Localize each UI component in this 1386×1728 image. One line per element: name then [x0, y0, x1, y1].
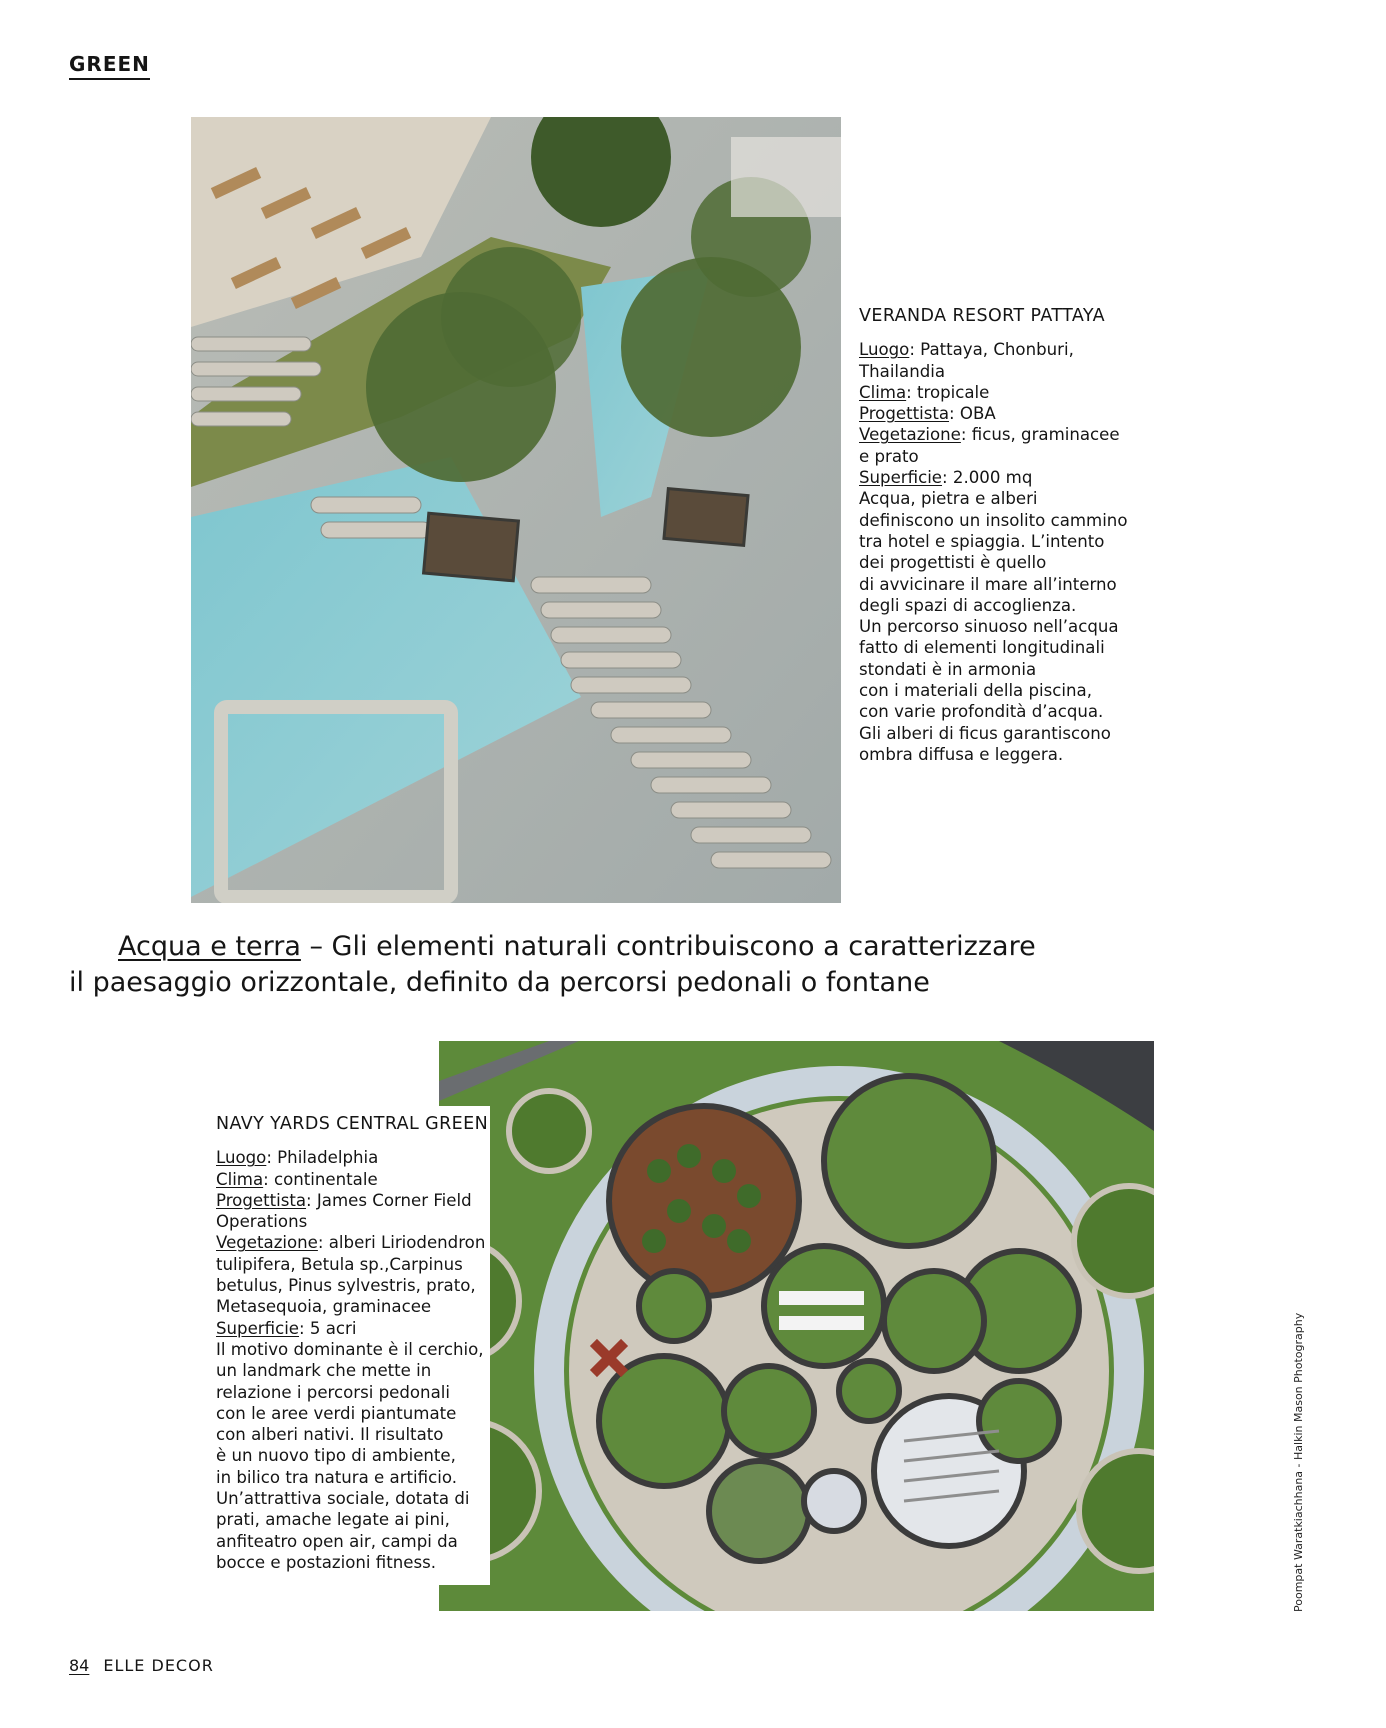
field-value: Thailandia: [859, 361, 946, 381]
field-value: : OBA: [949, 404, 996, 424]
body-line: stondati è in armonia: [859, 659, 1037, 679]
field-value: tulipifera, Betula sp.,Carpinus: [216, 1254, 463, 1274]
navy-yards-photo: [439, 1041, 1154, 1611]
photo-credit: Poompat Waratkiachhana - Halkin Mason Photography: [1292, 1312, 1305, 1612]
field-key: Luogo: [859, 340, 910, 360]
body-line: in bilico tra natura e artificio.: [216, 1467, 457, 1487]
field-value: : ficus, graminacee: [960, 425, 1120, 445]
field-key: Superficie: [859, 468, 943, 488]
body-line: degli spazi di accoglienza.: [859, 595, 1077, 615]
veranda-caption: [859, 306, 1129, 765]
body-line: bocce e postazioni fitness.: [216, 1552, 437, 1572]
body-line: con alberi nativi. Il risultato: [216, 1425, 444, 1445]
body-line: Il motivo dominante è il cerchio,: [216, 1339, 484, 1359]
field-value: : James Corner Field: [306, 1190, 472, 1210]
field-value: : alberi Liriodendron: [317, 1233, 486, 1253]
navy-yards-caption: [200, 1106, 490, 1585]
pull-quote-line2: il paesaggio orizzontale, definito da percorsi pedonali o fontane: [69, 967, 930, 998]
field-value: : 5 acri: [299, 1318, 357, 1338]
field-key: Progettista: [859, 404, 950, 424]
field-key: Vegetazione: [859, 425, 961, 445]
field-value: : 2.000 mq: [942, 468, 1033, 488]
field-value: : Philadelphia: [266, 1148, 379, 1168]
field-value: e prato: [859, 446, 919, 466]
project1-title: VERANDA RESORT PATTAYA: [859, 306, 1105, 326]
body-line: di avvicinare il mare all’interno: [859, 574, 1117, 594]
magazine-name: ELLE DECOR: [103, 1656, 214, 1675]
page-number: 84: [69, 1656, 90, 1675]
veranda-resort-photo: [191, 117, 841, 903]
field-value: Operations: [216, 1212, 308, 1232]
body-line: dei progettisti è quello: [859, 553, 1047, 573]
body-line: un landmark che mette in: [216, 1361, 432, 1381]
field-key: Clima: [216, 1169, 264, 1189]
field-key: Progettista: [216, 1190, 307, 1210]
body-line: Gli alberi di ficus garantiscono: [859, 723, 1111, 743]
field-key: Clima: [859, 382, 907, 402]
body-line: è un nuovo tipo di ambiente,: [216, 1446, 456, 1466]
field-key: Vegetazione: [216, 1233, 318, 1253]
body-line: anfiteatro open air, campi da: [216, 1531, 458, 1551]
project2-title: NAVY YARDS CENTRAL GREEN: [216, 1114, 489, 1134]
body-line: Un’attrattiva sociale, dotata di: [216, 1489, 470, 1509]
pull-quote-line1: – Gli elementi naturali contribuiscono a caratterizzare: [300, 931, 1036, 962]
body-line: fatto di elementi longitudinali: [859, 638, 1105, 658]
field-value: : continentale: [263, 1169, 378, 1189]
body-line: Un percorso sinuoso nell’acqua: [859, 617, 1119, 637]
body-line: tra hotel e spiaggia. L’intento: [859, 531, 1105, 551]
section-label: GREEN: [69, 52, 150, 80]
body-line: definiscono un insolito cammino: [859, 510, 1128, 530]
body-line: con varie profondità d’acqua.: [859, 702, 1104, 722]
body-line: con le aree verdi piantumate: [216, 1403, 457, 1423]
field-value: : Pattaya, Chonburi,: [909, 340, 1074, 360]
body-line: ombra diffusa e leggera.: [859, 744, 1064, 764]
field-value: Metasequoia, graminacee: [216, 1297, 432, 1317]
field-value: betulus, Pinus sylvestris, prato,: [216, 1276, 476, 1296]
pull-quote: [69, 929, 1169, 1001]
body-line: Acqua, pietra e alberi: [859, 489, 1038, 509]
field-key: Superficie: [216, 1318, 300, 1338]
pull-quote-lead: Acqua e terra: [118, 931, 301, 962]
body-line: relazione i percorsi pedonali: [216, 1382, 450, 1402]
field-key: Luogo: [216, 1148, 267, 1168]
folio: [69, 1656, 214, 1675]
body-line: prati, amache legate ai pini,: [216, 1510, 450, 1530]
body-line: con i materiali della piscina,: [859, 681, 1092, 701]
field-value: : tropicale: [906, 382, 990, 402]
